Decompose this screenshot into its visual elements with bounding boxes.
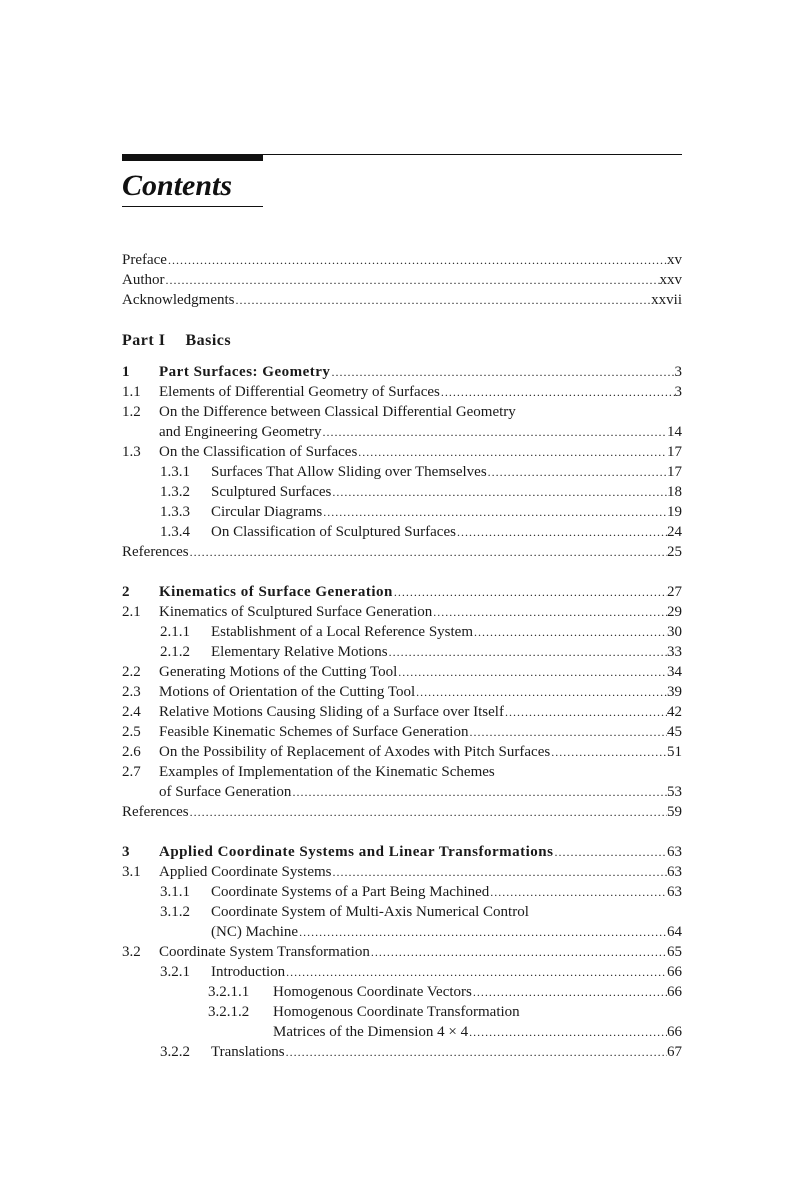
toc-entry-title: Homogenous Coordinate Vectors: [273, 984, 472, 1000]
part-label: Part I: [122, 332, 166, 349]
toc-entry-number: 2.5: [122, 724, 141, 740]
toc-page-number: 45: [667, 724, 682, 740]
toc-entry-number: 1.1: [122, 384, 141, 400]
chapter-heading: [122, 362, 682, 382]
toc-entry: [122, 962, 682, 982]
dot-leader: [234, 290, 651, 310]
toc-entry-title: Feasible Kinematic Schemes of Surface Generation: [159, 724, 469, 740]
toc-entry-title: Examples of Implementation of the Kinematic Schemes: [159, 764, 495, 780]
toc-page-number: 65: [667, 944, 682, 960]
toc-entry: [122, 522, 682, 542]
toc-entry: [122, 642, 682, 662]
dot-leader: [489, 882, 667, 902]
toc-entry-title: Coordinate System of Multi-Axis Numerical Control: [211, 904, 529, 920]
toc-entry-title: and Engineering Geometry: [159, 424, 322, 440]
toc-entry: [122, 922, 682, 942]
title-underline: [122, 206, 263, 207]
dot-leader: [397, 662, 667, 682]
toc-page-number: 18: [667, 484, 682, 500]
toc-page-number: 19: [667, 504, 682, 520]
toc-page-number: 53: [667, 784, 682, 800]
toc-entry: [122, 382, 682, 402]
toc-entry-title: Applied Coordinate Systems and Linear Transformations: [159, 844, 554, 860]
toc-entry-title: Elements of Differential Geometry of Surfaces: [159, 384, 440, 400]
chapter-heading: [122, 582, 682, 602]
dot-leader: [487, 462, 667, 482]
toc-entry-number: 2.6: [122, 744, 141, 760]
front-matter-entry: [122, 290, 682, 310]
toc-entry: [122, 862, 682, 882]
toc-page-number: 59: [667, 804, 682, 820]
dot-leader: [388, 642, 667, 662]
toc-entry-number: 1.3.1: [160, 464, 190, 480]
toc-entry-title: Translations: [211, 1044, 285, 1060]
dot-leader: [189, 802, 667, 822]
toc-page-number: xxvii: [651, 292, 682, 308]
toc-entry: [122, 722, 682, 742]
dot-leader: [468, 722, 667, 742]
toc-entry-number: 1.3.4: [160, 524, 190, 540]
toc-entry-title: Part Surfaces: Geometry: [159, 364, 331, 380]
dot-leader: [291, 782, 667, 802]
toc-entry-title: On the Classification of Surfaces: [159, 444, 358, 460]
toc-entry-number: 3: [122, 844, 130, 860]
toc-entry-number: 1.3.3: [160, 504, 190, 520]
toc-entry: [122, 702, 682, 722]
toc-entry-number: 3.2.1.1: [208, 984, 250, 1000]
toc-entry-number: 1: [122, 364, 130, 380]
toc-page-number: 3: [674, 384, 682, 400]
toc-entry-title: Relative Motions Causing Sliding of a Surface over Itself: [159, 704, 504, 720]
toc-entry: [122, 662, 682, 682]
chapter-heading: [122, 842, 682, 862]
part-heading: [122, 330, 682, 352]
dot-leader: [432, 602, 667, 622]
toc-entry-number: 3.1.1: [160, 884, 190, 900]
toc-entry: [122, 902, 682, 922]
toc-entry: [122, 402, 682, 422]
toc-entry-title: of Surface Generation: [159, 784, 292, 800]
dot-leader: [440, 382, 675, 402]
toc-entry: [122, 882, 682, 902]
toc-entry-title: Preface: [122, 252, 167, 268]
toc-entry: [122, 762, 682, 782]
part-title: Basics: [185, 332, 232, 349]
dot-leader: [473, 622, 667, 642]
dot-leader: [298, 922, 667, 942]
dot-leader: [165, 270, 660, 290]
toc-entry-title: Homogenous Coordinate Transformation: [273, 1004, 520, 1020]
toc-page-number: 63: [667, 844, 682, 860]
toc-page-number: 66: [667, 984, 682, 1000]
toc-page-number: 42: [667, 704, 682, 720]
toc-entry-number: 2.3: [122, 684, 141, 700]
front-matter-entry: [122, 250, 682, 270]
toc-entry-title: Applied Coordinate Systems: [159, 864, 332, 880]
toc-entry: [122, 442, 682, 462]
toc-entry-title: On the Possibility of Replacement of Axodes with Pitch Surfaces: [159, 744, 551, 760]
toc-entry-title: Establishment of a Local Reference System: [211, 624, 473, 640]
toc-entry-title: Coordinate Systems of a Part Being Machined: [211, 884, 490, 900]
dot-leader: [285, 1042, 667, 1062]
toc-page-number: 39: [667, 684, 682, 700]
dot-leader: [357, 442, 667, 462]
toc-entry-title: Introduction: [211, 964, 286, 980]
toc-page-number: 14: [667, 424, 682, 440]
toc-entry-number: 1.3.2: [160, 484, 190, 500]
toc-page-number: 3: [674, 364, 682, 380]
toc-entry-title: Kinematics of Sculptured Surface Generation: [159, 604, 433, 620]
heading-thin-rule: [263, 154, 682, 155]
toc-entry: [122, 782, 682, 802]
dot-leader: [553, 842, 667, 862]
toc-page-number: 17: [667, 464, 682, 480]
dot-leader: [456, 522, 667, 542]
toc-entry-title: On Classification of Sculptured Surfaces: [211, 524, 456, 540]
toc-entry-number: 3.1: [122, 864, 141, 880]
dot-leader: [322, 502, 667, 522]
toc-page-number: 27: [667, 584, 682, 600]
toc-entry: [122, 942, 682, 962]
toc-entry-number: 2.4: [122, 704, 141, 720]
toc-entry-number: 2.1: [122, 604, 141, 620]
toc-entry-title: On the Difference between Classical Differential Geometry: [159, 404, 516, 420]
toc-entry-title: Author: [122, 272, 165, 288]
toc-entry: [122, 742, 682, 762]
dot-leader: [393, 582, 667, 602]
references-entry: [122, 802, 682, 822]
dot-leader: [415, 682, 667, 702]
toc-entry-title: References: [122, 804, 189, 820]
toc-entry-title: Circular Diagrams: [211, 504, 323, 520]
toc-page-number: 30: [667, 624, 682, 640]
toc-entry-title: References: [122, 544, 189, 560]
toc-page-number: xxv: [659, 272, 682, 288]
toc-entry: [122, 622, 682, 642]
dot-leader: [370, 942, 667, 962]
toc-entry: [122, 682, 682, 702]
front-matter-entry: [122, 270, 682, 290]
dot-leader: [468, 1022, 667, 1042]
toc-page-number: 33: [667, 644, 682, 660]
toc-entry-title: Generating Motions of the Cutting Tool: [159, 664, 398, 680]
toc-entry: [122, 602, 682, 622]
toc-entry-number: 1.2: [122, 404, 141, 420]
toc-entry-number: 3.2.1.2: [208, 1004, 250, 1020]
dot-leader: [472, 982, 667, 1002]
page-title: Contents: [122, 169, 233, 202]
toc-entry: [122, 982, 682, 1002]
toc-entry-number: 2: [122, 584, 130, 600]
toc-entry: [122, 1042, 682, 1062]
dot-leader: [331, 482, 667, 502]
toc-entry-number: 2.2: [122, 664, 141, 680]
dot-leader: [504, 702, 667, 722]
dot-leader: [189, 542, 667, 562]
toc-page-number: 25: [667, 544, 682, 560]
toc-entry-title: Matrices of the Dimension 4 × 4: [273, 1024, 469, 1040]
dot-leader: [330, 362, 674, 382]
toc-entry-number: 3.1.2: [160, 904, 190, 920]
toc-page-number: 63: [667, 864, 682, 880]
toc-page-number: 51: [667, 744, 682, 760]
references-entry: [122, 542, 682, 562]
toc-entry-title: Sculptured Surfaces: [211, 484, 332, 500]
toc-entry-title: Motions of Orientation of the Cutting Tool: [159, 684, 416, 700]
toc-page-number: 66: [667, 1024, 682, 1040]
toc-entry-title: Acknowledgments: [122, 292, 235, 308]
toc-entry-title: Surfaces That Allow Sliding over Themselves: [211, 464, 487, 480]
toc-entry: [122, 422, 682, 442]
toc-page-number: 63: [667, 884, 682, 900]
toc-page-number: 29: [667, 604, 682, 620]
toc-entry-title: Elementary Relative Motions: [211, 644, 388, 660]
toc-entry-number: 3.2: [122, 944, 141, 960]
toc-entry: [122, 482, 682, 502]
toc-page-number: 24: [667, 524, 682, 540]
toc-entry: [122, 462, 682, 482]
toc-entry-number: 2.7: [122, 764, 141, 780]
toc-entry: [122, 1022, 682, 1042]
toc-entry-number: 2.1.2: [160, 644, 190, 660]
toc-entry-number: 1.3: [122, 444, 141, 460]
dot-leader: [285, 962, 667, 982]
toc-entry-number: 3.2.2: [160, 1044, 190, 1060]
toc-page-number: 64: [667, 924, 682, 940]
toc-page-number: 66: [667, 964, 682, 980]
toc-entry-title: (NC) Machine: [211, 924, 299, 940]
toc-entry-title: Coordinate System Transformation: [159, 944, 370, 960]
table-of-contents: [122, 250, 682, 1062]
dot-leader: [321, 422, 667, 442]
dot-leader: [167, 250, 667, 270]
toc-page-number: 17: [667, 444, 682, 460]
heading-thick-rule: [122, 154, 263, 161]
toc-entry-title: Kinematics of Surface Generation: [159, 584, 393, 600]
toc-page-number: xv: [667, 252, 682, 268]
toc-entry-number: 2.1.1: [160, 624, 190, 640]
toc-page-number: 34: [667, 664, 682, 680]
toc-entry-number: 3.2.1: [160, 964, 190, 980]
toc-entry: [122, 1002, 682, 1022]
toc-page-number: 67: [667, 1044, 682, 1060]
dot-leader: [550, 742, 667, 762]
toc-entry: [122, 502, 682, 522]
dot-leader: [332, 862, 668, 882]
